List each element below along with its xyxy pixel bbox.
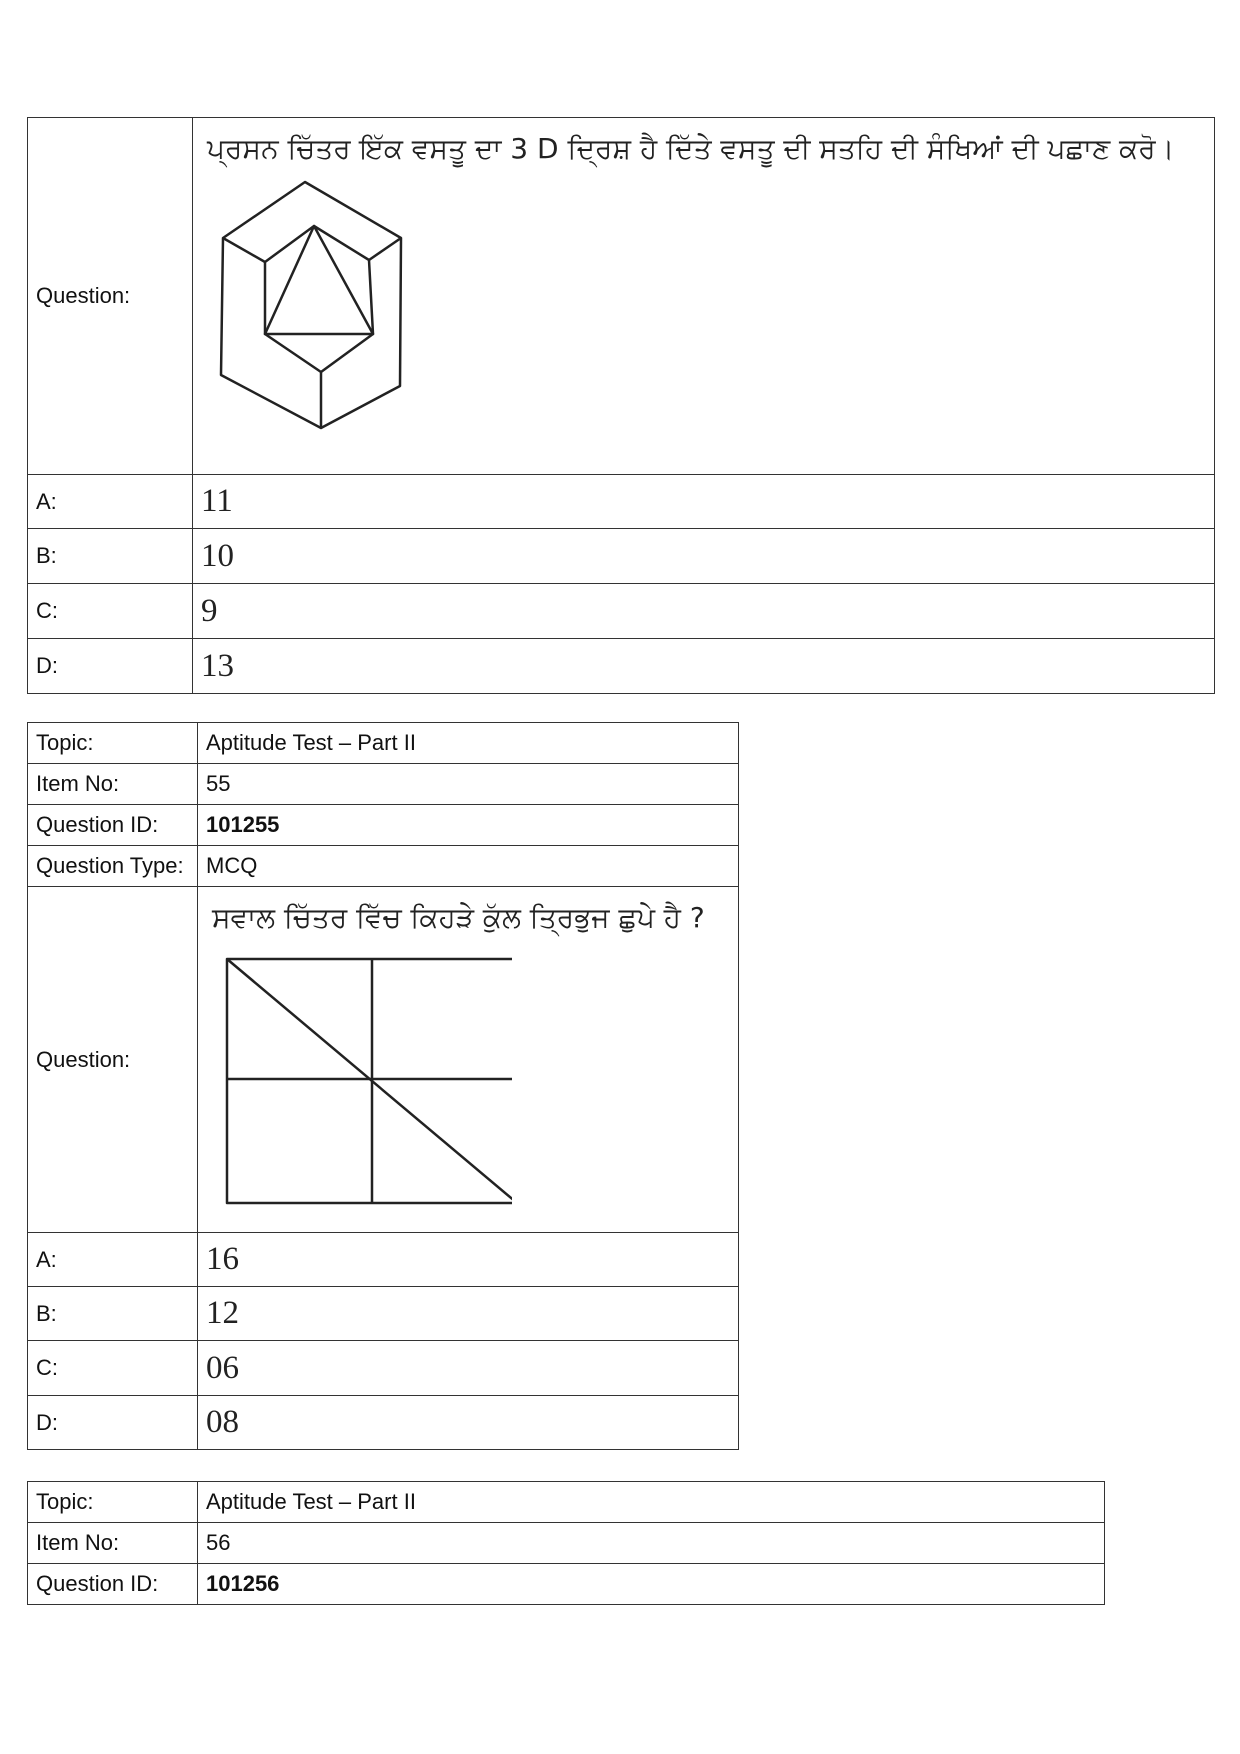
option-d-label: D:: [28, 639, 193, 694]
topic-label: Topic:: [28, 723, 198, 764]
question-row: [28, 118, 1215, 475]
option-row: [28, 475, 1215, 529]
question-type-value: MCQ: [198, 846, 739, 887]
option-b-value: 10: [193, 529, 1215, 584]
option-c-value: 9: [193, 584, 1215, 639]
option-b-value: 12: [198, 1287, 739, 1341]
topic-value: Aptitude Test – Part II: [198, 723, 739, 764]
option-a-label: A:: [28, 1233, 198, 1287]
question-table-56: [27, 1481, 1105, 1605]
topic-value: Aptitude Test – Part II: [198, 1482, 1105, 1523]
option-row: [28, 1396, 739, 1450]
option-a-value: 16: [198, 1233, 739, 1287]
option-row: [28, 1341, 739, 1396]
question-type-label: Question Type:: [28, 846, 198, 887]
question-cell: [198, 887, 739, 1233]
meta-row: [28, 805, 739, 846]
question-table-55: [27, 722, 739, 1450]
option-c-value: 06: [198, 1341, 739, 1396]
option-a-value: 11: [193, 475, 1215, 529]
question-id-value: 101255: [198, 805, 739, 846]
option-d-value: 08: [198, 1396, 739, 1450]
meta-row: [28, 846, 739, 887]
square-triangles-figure: [212, 949, 512, 1211]
figure-outer-outline: [221, 182, 401, 428]
meta-row: [28, 723, 739, 764]
option-a-label: A:: [28, 475, 193, 529]
question-row: [28, 887, 739, 1233]
question-text: ਪ੍ਰਸਨ ਚਿੱਤਰ ਇੱਕ ਵਸਤੂ ਦਾ 3 D ਦ੍ਰਿਸ਼ ਹੈ ਦਿੱਤੇ ਵਸਤੂ ਦੀ ਸਤਹਿ ਦੀ ਸੰਖਿਆਂ ਦੀ ਪਛਾਣ ਕਰੋ।: [207, 132, 1175, 165]
option-row: [28, 584, 1215, 639]
option-row: [28, 529, 1215, 584]
meta-row: [28, 1482, 1105, 1523]
figure-inner-triangle: [265, 226, 373, 334]
question-label: Question:: [28, 887, 198, 1233]
meta-row: [28, 1523, 1105, 1564]
option-d-value: 13: [193, 639, 1215, 694]
question-id-label: Question ID:: [28, 1564, 198, 1605]
question-cell: [193, 118, 1215, 475]
question-text: ਸਵਾਲ ਚਿੱਤਰ ਵਿੱਚ ਕਿਹੜੇ ਕੁੱਲ ਤ੍ਰਿਭੁਜ ਛੁਪੇ ਹੈ ?: [212, 901, 705, 934]
option-row: [28, 1233, 739, 1287]
figure-edge: [223, 238, 265, 262]
topic-label: Topic:: [28, 1482, 198, 1523]
item-no-value: 55: [198, 764, 739, 805]
question-id-label: Question ID:: [28, 805, 198, 846]
item-no-value: 56: [198, 1523, 1105, 1564]
option-row: [28, 639, 1215, 694]
option-b-label: B:: [28, 1287, 198, 1341]
question-label: Question:: [28, 118, 193, 475]
option-d-label: D:: [28, 1396, 198, 1450]
option-c-label: C:: [28, 584, 193, 639]
option-b-label: B:: [28, 529, 193, 584]
figure-edge: [369, 238, 401, 260]
meta-row: [28, 1564, 1105, 1605]
question-table-54: [27, 117, 1215, 694]
figure-diagonal-line: [227, 959, 512, 1203]
question-id-value: 101256: [198, 1564, 1105, 1605]
item-no-label: Item No:: [28, 1523, 198, 1564]
meta-row: [28, 764, 739, 805]
item-no-label: Item No:: [28, 764, 198, 805]
hexagonal-object-3d-figure: [211, 172, 431, 432]
option-c-label: C:: [28, 1341, 198, 1396]
option-row: [28, 1287, 739, 1341]
